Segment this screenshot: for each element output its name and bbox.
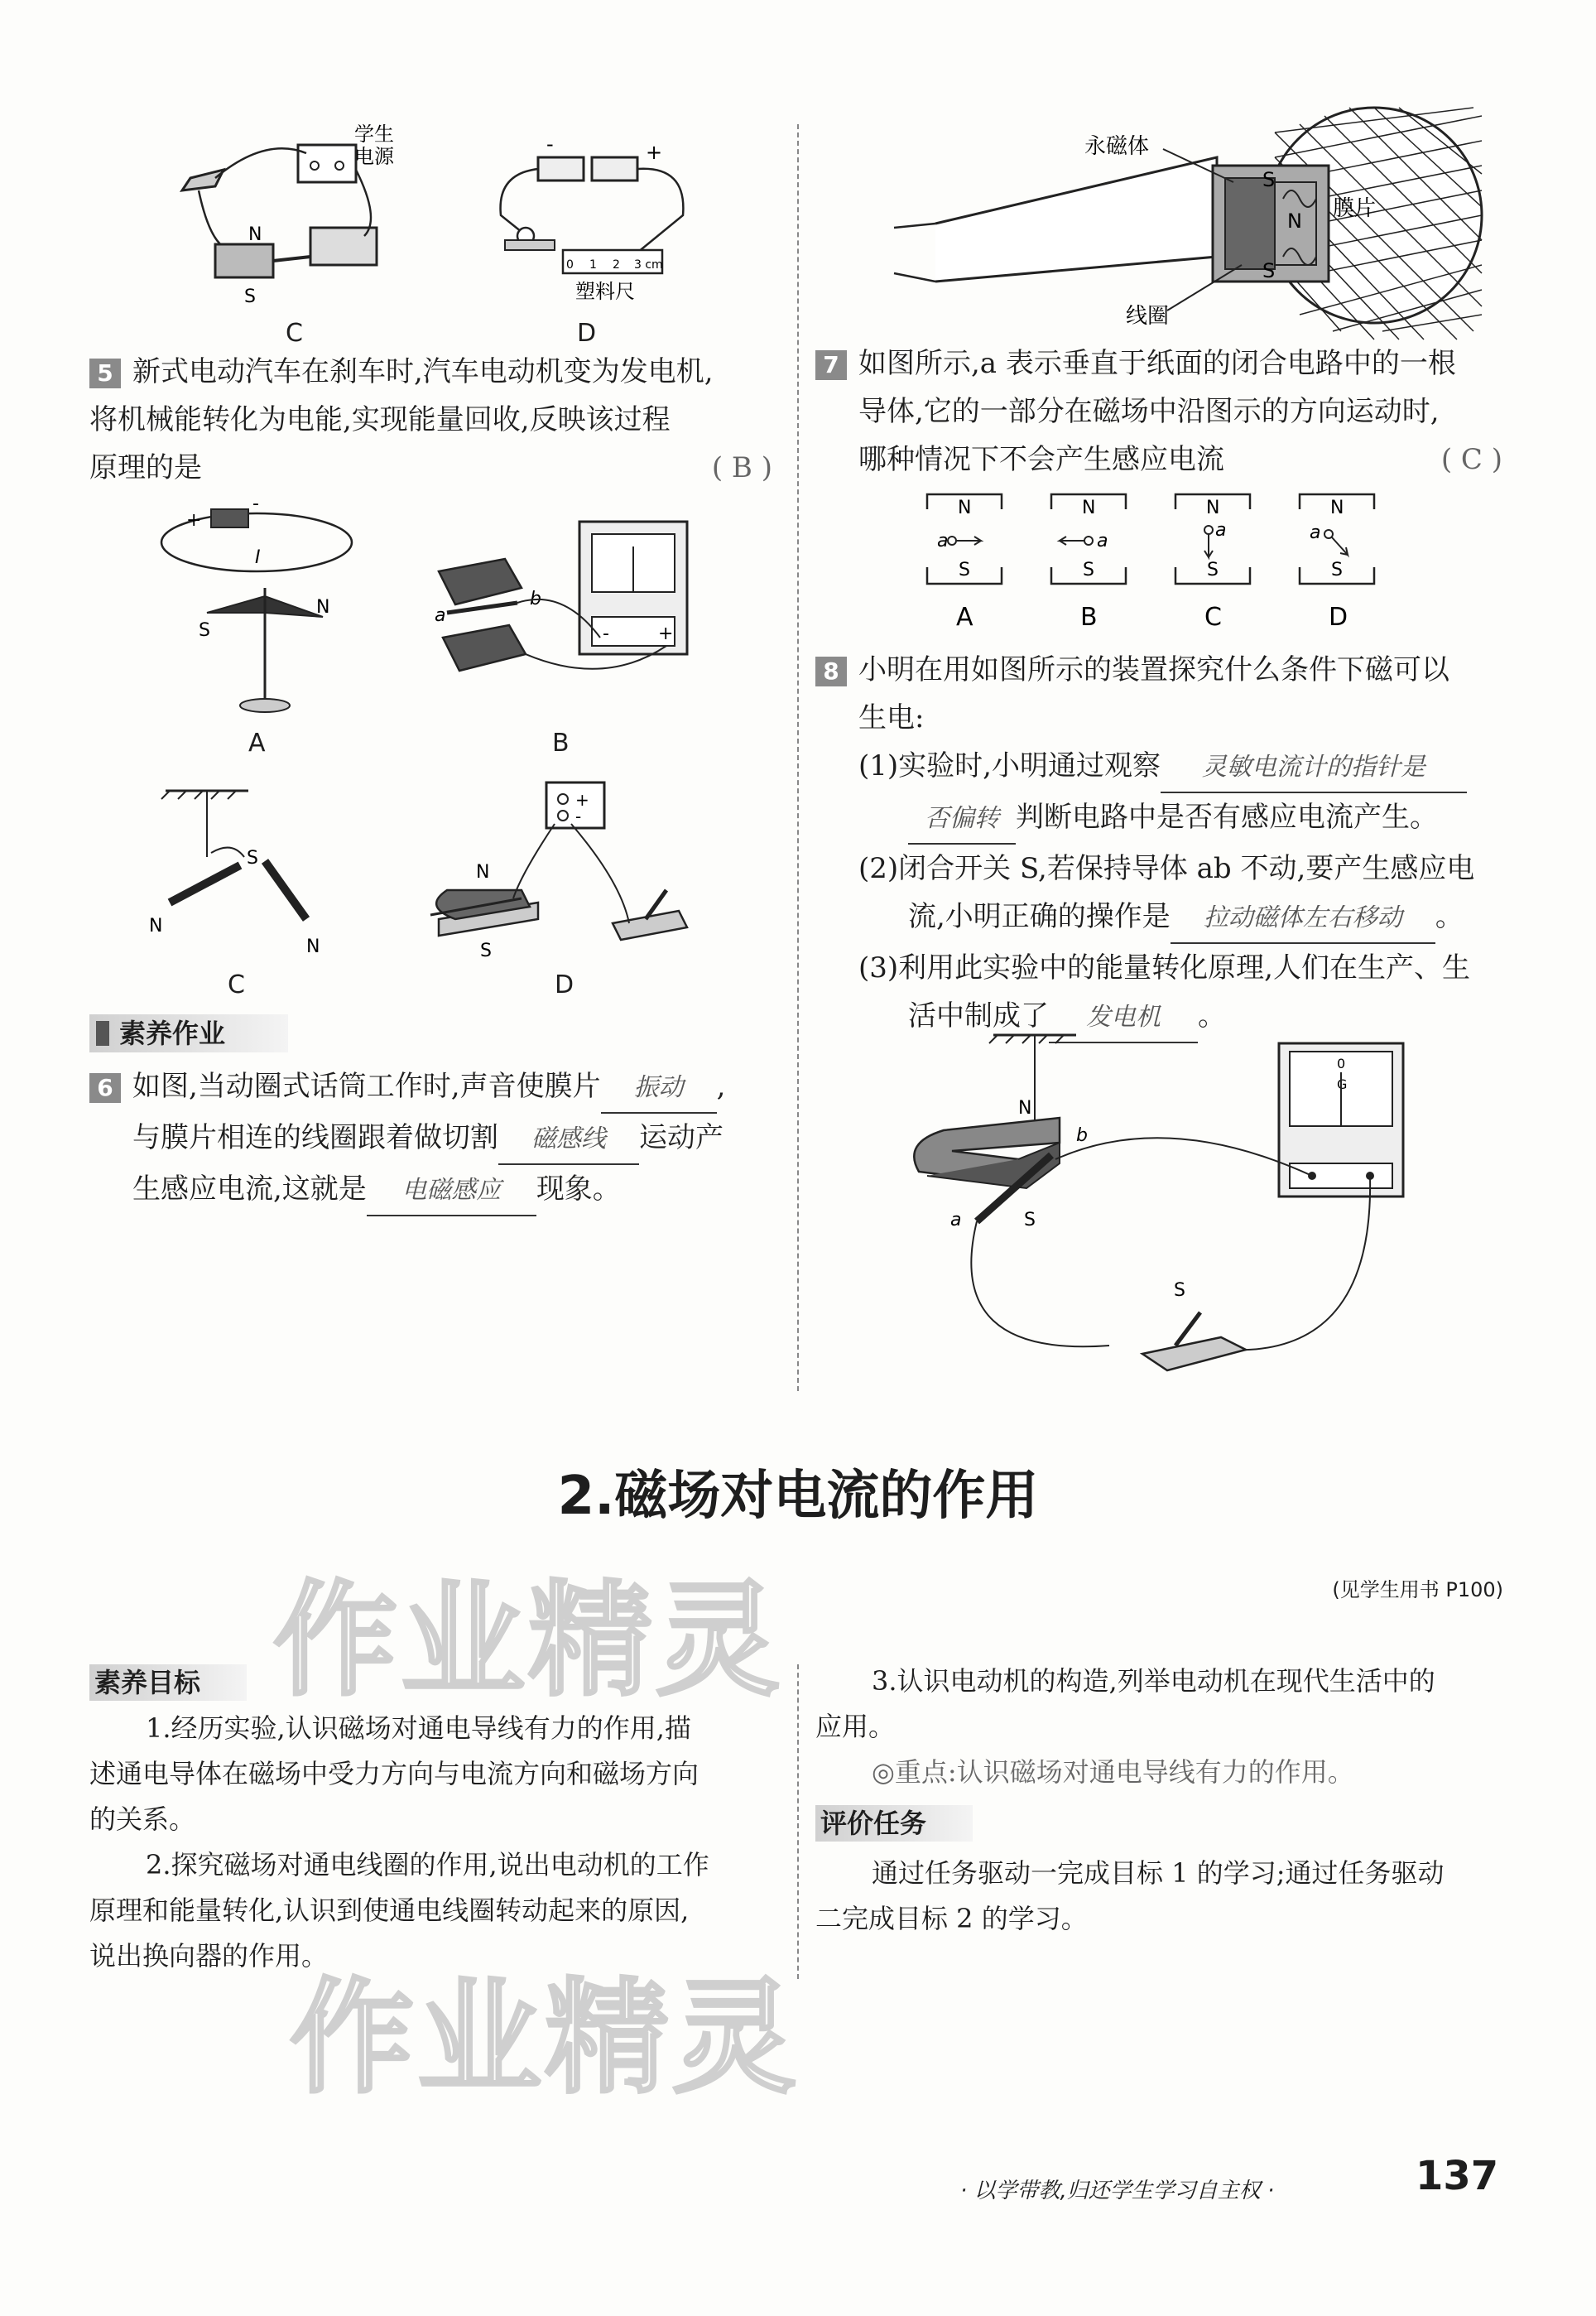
q7-option-a [927,494,1002,632]
svg-text:b: b [530,589,541,609]
svg-text:B: B [1080,603,1098,632]
goals-right: 3.认识电动机的构造,列举电动机在现代生活中的 应用。 ◎重点:认识磁场对通电导线有力的作用。 [815,1659,1511,1795]
ruler-tick-0: 0 [566,258,574,272]
q5-figure-c-caption: C [228,970,245,999]
svg-text:-: - [603,624,609,644]
figure-top-c [166,120,397,344]
svg-text:S: S [199,620,210,641]
key-point: ◎重点:认识磁场对通电导线有力的作用。 [872,1756,1354,1788]
svg-text:-: - [252,494,259,514]
svg-text:S: S [247,848,258,869]
q8-blank-1a: 灵敏电流计的指针是 [1161,744,1467,793]
power-label-1: 学生 [354,123,394,146]
question-5: 5 新式电动汽车在刹车时,汽车电动机变为发电机, 将机械能转化为电能,实现能量回收,反映该过程 原理的是 ( B ) [89,348,781,492]
ruler-tick-2: 2 [613,258,620,272]
q5-figure-b [422,513,695,704]
q7-option-c [1175,494,1250,632]
watermark-1: 作业精灵 [273,1569,784,1713]
tag-marker-icon [96,1021,109,1046]
section-tag-goals: 素养目标 [89,1664,247,1701]
svg-text:S: S [1174,1280,1185,1301]
svg-text:b: b [1076,1125,1088,1146]
svg-text:线圈: 线圈 [1126,304,1170,329]
svg-text:N: N [1082,498,1096,518]
q6-blank-2: 磁感线 [498,1115,639,1165]
svg-text:+: + [186,510,202,531]
q5-answer: ( B ) [711,451,772,484]
svg-text:a: a [1215,520,1227,541]
svg-text:N: N [316,597,330,618]
svg-text:a: a [1097,531,1108,551]
svg-text:S: S [959,560,970,580]
eval-text: 通过任务驱动一完成目标 1 的学习;通过任务驱动 二完成目标 2 的学习。 [815,1857,1445,1934]
svg-text:D: D [1329,603,1348,632]
question-7: 7 如图所示,a 表示垂直于纸面的闭合电路中的一根 导体,它的一部分在磁场中沿图示的方向运动时, 哪种情况下不会产生感应电流 ( C ) [815,339,1511,484]
svg-text:永磁体: 永磁体 [1084,134,1150,159]
question-number: 6 [89,1073,121,1103]
question-number: 8 [815,657,847,686]
q6-blank-1: 振动 [601,1064,717,1114]
power-label-2: 电源 [354,145,394,168]
svg-text:+: + [575,790,589,810]
q8-blank-3: 发电机 [1049,994,1198,1043]
svg-text:S: S [1262,168,1276,191]
q5-figure-b-caption: B [552,729,570,758]
ruler-tick-1: 1 [589,258,597,272]
svg-text:+: + [658,624,674,644]
q8-blank-2: 拉动磁体左右移动 [1171,894,1435,944]
chapter-reference: (见学生用书 P100) [1332,1578,1503,1601]
column-divider [797,1664,799,1979]
svg-text:N: N [1287,209,1302,233]
q7-option-d [1300,494,1374,632]
footer-motto: · 以学带教,归还学生学习自主权 · [960,2179,1275,2203]
svg-text:I: I [255,547,261,568]
svg-text:0: 0 [1337,1056,1346,1071]
question-number: 7 [815,350,847,380]
figure-top-d [488,132,704,306]
svg-text:N: N [1330,498,1344,518]
q5-figure-a-caption: A [248,729,266,758]
column-divider [797,124,799,1391]
svg-text:A: A [956,603,973,632]
svg-text:G: G [1337,1076,1348,1092]
q5-figure-d [422,774,695,965]
q7-option-b [1051,494,1126,632]
watermark-2: 作业精灵 [290,1967,800,2111]
svg-text:N: N [476,862,490,883]
chapter-title: 2.磁场对电流的作用 [557,1466,1039,1527]
svg-text:-: - [575,807,582,826]
ruler-label: 塑料尺 [575,280,635,303]
q8-blank-1b: 否偏转 [908,795,1016,845]
ruler-tick-3: 3 cm [634,258,663,272]
magnet-n-label: N [248,224,262,245]
q7-answer: ( C ) [1440,443,1502,476]
svg-text:S: S [1262,259,1276,282]
q5-figure-a [157,494,356,720]
question-8: 8 小明在用如图所示的装置探究什么条件下磁可以 生电: (1)实验时,小明通过观察 灵敏电流计的指针是 否偏转 判断电路中是否有感应电流产生。 (2)闭合开关 S,若保持导体 ab 不动,要产生感应电 流,小明正确的操作是 拉动磁体左右移动 。 (3)利用此实验中的能量转化原理,人们在生产、生 活中制成了 发电机 。 [815,646,1511,1043]
svg-text:S: S [480,941,492,961]
svg-text:N: N [1018,1098,1032,1119]
page-number: 137 [1416,2153,1499,2199]
svg-text:a: a [1310,522,1321,543]
q5-figure-c [141,782,356,965]
figure-top-c-caption: C [286,319,303,348]
svg-text:C: C [1204,603,1222,632]
microphone-figure [886,124,1507,339]
svg-text:S: S [1331,560,1343,580]
svg-text:a: a [435,605,446,626]
svg-text:a: a [937,531,949,551]
section-tag-eval: 评价任务 [815,1805,973,1842]
svg-text:N: N [149,916,163,937]
svg-text:S: S [1083,560,1094,580]
section-tag-homework: 素养作业 [89,1014,288,1052]
q6-blank-3: 电磁感应 [367,1167,536,1216]
question-number: 5 [89,359,121,388]
svg-text:S: S [1024,1210,1036,1230]
svg-text:a: a [950,1210,962,1230]
q5-figure-d-caption: D [555,970,574,999]
question-6: 6 如图,当动圈式话筒工作时,声音使膜片 振动 , 与膜片相连的线圈跟着做切割 磁感线 运动产 生感应电流,这就是 电磁感应 现象。 [89,1062,781,1216]
battery-minus: - [546,132,554,156]
svg-text:N: N [1206,498,1220,518]
battery-plus: + [646,141,663,164]
figure-top-d-caption: D [577,319,597,348]
q7-options-figure [919,484,1432,642]
magnet-s-label: S [244,286,256,307]
q8-apparatus-figure [894,1027,1424,1375]
goals-left: 1.经历实验,认识磁场对通电导线有力的作用,描 述通电导体在磁场中受力方向与电流方向和磁场方向 的关系。 2.探究磁场对通电线圈的作用,说出电动机的工作 原理和能量转化,认识到使通电线圈转动起来的原因, 说出换向器的作用。 [89,1712,709,1972]
svg-text:S: S [1207,560,1219,580]
svg-text:膜片: 膜片 [1333,196,1377,221]
svg-text:N: N [958,498,972,518]
svg-text:N: N [306,937,320,957]
